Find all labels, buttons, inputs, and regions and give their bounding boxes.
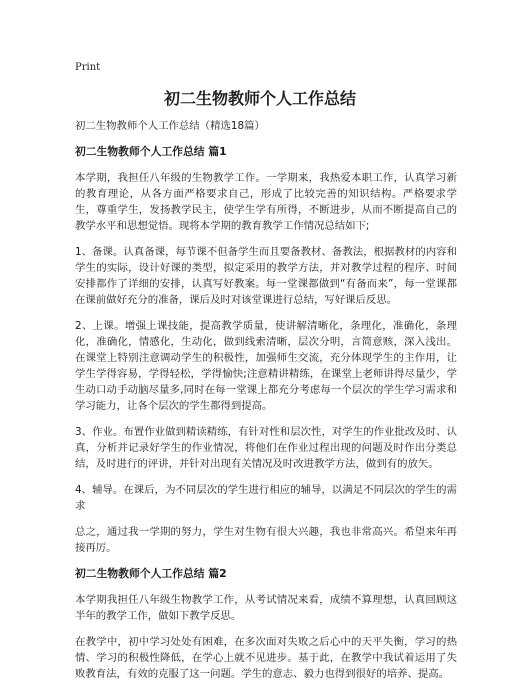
paragraph: 在教学中，初中学习处处有困难，在多次面对失败之后心中的天平失衡，学习的热情、学习的积极性降低，在学心上就不见进步。基于此，在教学中我试着运用了失败教育法，有效的克服了这一问题。学生的意志、毅力也得到很好的培养、提高。: [75, 636, 457, 680]
paragraph: 总之，通过我一学期的努力，学生对生物有很大兴趣，我也非常高兴。希望来年再接再厉。: [75, 526, 457, 554]
print-link[interactable]: Print: [75, 62, 101, 73]
document-subtitle: 初二生物教师个人工作总结（精选18篇）: [75, 120, 265, 132]
section-heading-2: 初二生物教师个人工作总结 篇2: [75, 567, 227, 580]
paragraph: 2、上课。增强上课技能，提高教学质量，使讲解清晰化，条理化，准确化，条理化，准确化，情感化，生动化，做到线索清晰，层次分明，言简意赅，深入浅出。在课堂上特别注意调动学生的积极性，加强师生交流，充分体现学生的主作用，让学生学得容易，学得轻松，学得愉快;注意精讲精练，在课堂上老师讲得尽量少，学生动口动手动脑尽量多,同时在每一堂课上都充分考虑每一个层次的学生学习需求和学习能力，让各个层次的学生都得到提高。: [75, 320, 457, 412]
paragraph: 本学期，我担任八年级的生物教学工作。一学期来，我热爱本职工作，认真学习新的教育理论，从各方面严格要求自己，形成了比较完善的知识结构。严格要求学生，尊重学生，发扬教学民主，使学生学有所得，不断进步，从而不断提高自己的教学水平和思想觉悟。现将本学期的教育教学工作情况总结如下;: [75, 172, 457, 232]
document-body: [75, 118, 457, 692]
paragraph: 1、备课。认真备课，每节课不但备学生而且要备教材、备教法，根据教材的内容和学生的实际，设计好课的类型，拟定采用的教学方法，并对教学过程的程序、时间安排都作了详细的安排，认真写好教案。每一堂课都做到“有备而来”，每一堂课都在课前做好充分的准备，课后及时对该堂课进行总结，写好课后反思。: [75, 246, 457, 306]
document-title: 初二生物教师个人工作总结: [163, 89, 356, 108]
paragraph: 4、辅导。在课后，为不同层次的学生进行相应的辅导，以满足不同层次的学生的需求: [75, 484, 457, 512]
paragraph: 本学期我担任八年级生物教学工作，从考试情况来看，成绩不算理想，认真回顾这半年的教学工作，做如下教学反思。: [75, 594, 457, 622]
section-heading-1: 初二生物教师个人工作总结 篇1: [75, 145, 227, 158]
paragraph: 3、作业。布置作业做到精读精练，有针对性和层次性，对学生的作业批改及时、认真，分析并记录好学生的作业情况，将他们在作业过程出现的问题及时作出分类总结，及时进行的评讲，并针对出现有关情况及时改进教学方法，做到有的放矢。: [75, 426, 457, 470]
